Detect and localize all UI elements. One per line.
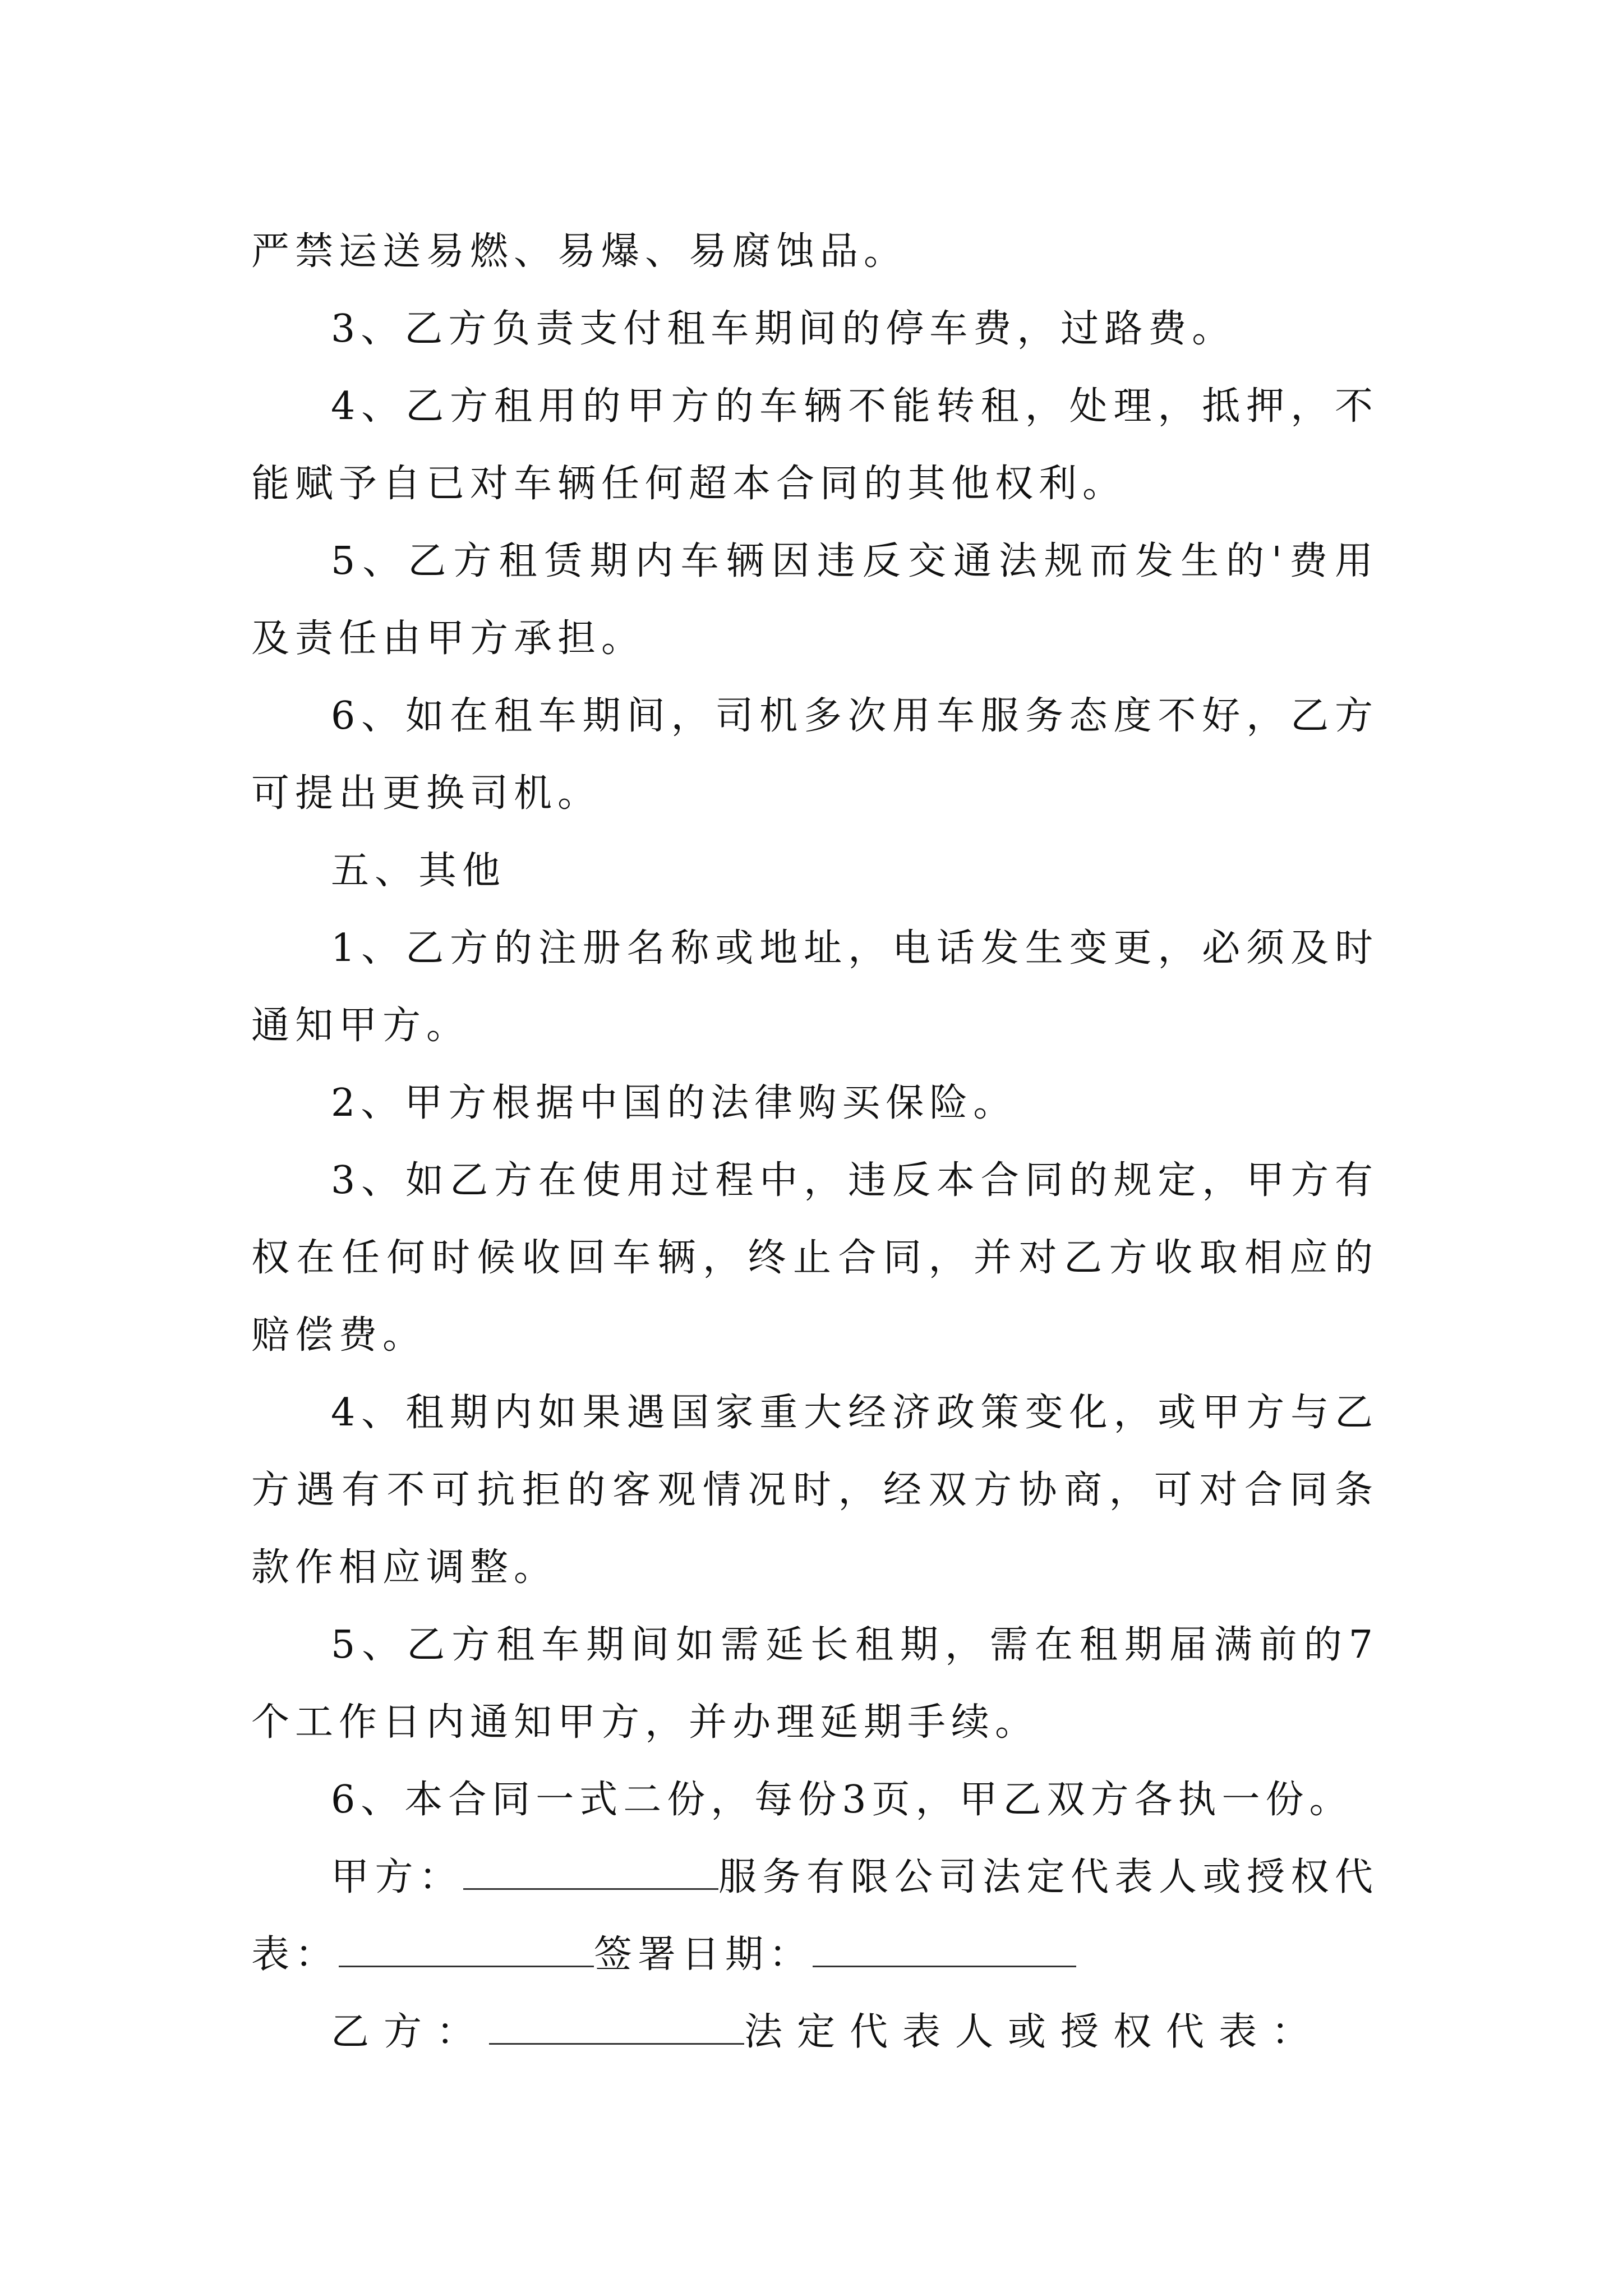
party-b-name-blank[interactable] xyxy=(489,2004,744,2045)
party-a-label: 甲方： xyxy=(331,1855,463,1899)
party-b-signature-block xyxy=(251,1994,1378,2071)
sign-date-label: 签署日期： xyxy=(594,1932,813,1977)
paragraph: 严禁运送易燃、易爆、易腐蚀品。 xyxy=(251,229,908,274)
paragraph: 5、乙方租赁期内车辆因违反交通法规而发生的'费用及责任由甲方承担。 xyxy=(251,539,1378,661)
paragraph: 4、乙方租用的甲方的车辆不能转租，处理，抵押，不能赋予自已对车辆任何超本合同的其他权利。 xyxy=(251,384,1378,506)
party-a-rep-label: 表： xyxy=(251,1932,339,1977)
paragraph: 2、甲方根据中国的法律购买保险。 xyxy=(331,1081,1017,1125)
party-a-suffix: 服务有限公司法定代表人或授权代 xyxy=(718,1855,1378,1899)
party-b-suffix: 法定代表人或授权代表： xyxy=(744,2010,1325,2054)
party-a-rep-blank[interactable] xyxy=(339,1926,594,1967)
paragraph: 4、租期内如果遇国家重大经济政策变化，或甲方与乙方遇有不可抗拒的客观情况时，经双方协商，可对合同条款作相应调整。 xyxy=(251,1391,1378,1590)
paragraph: 3、如乙方在使用过程中，违反本合同的规定，甲方有权在任何时候收回车辆，终止合同，并对乙方收取相应的赔偿费。 xyxy=(251,1158,1378,1358)
paragraph: 6、如在租车期间，司机多次用车服务态度不好，乙方可提出更换司机。 xyxy=(251,694,1378,816)
document-body xyxy=(251,213,1378,2071)
paragraph: 1、乙方的注册名称或地址，电话发生变更，必须及时通知甲方。 xyxy=(251,926,1378,1048)
party-a-name-blank[interactable] xyxy=(463,1849,718,1890)
paragraph: 5、乙方租车期间如需延长租期，需在租期届满前的7个工作日内通知甲方，并办理延期手续。 xyxy=(251,1623,1378,1745)
paragraph: 6、本合同一式二份，每份3页，甲乙双方各执一份。 xyxy=(331,1778,1353,1822)
sign-date-blank[interactable] xyxy=(813,1926,1076,1967)
party-a-signature-block xyxy=(251,1839,1378,1994)
paragraph: 3、乙方负责支付租车期间的停车费，过路费。 xyxy=(331,307,1236,351)
section-heading: 五、其他 xyxy=(331,849,506,893)
party-b-label: 乙方： xyxy=(331,2010,490,2054)
